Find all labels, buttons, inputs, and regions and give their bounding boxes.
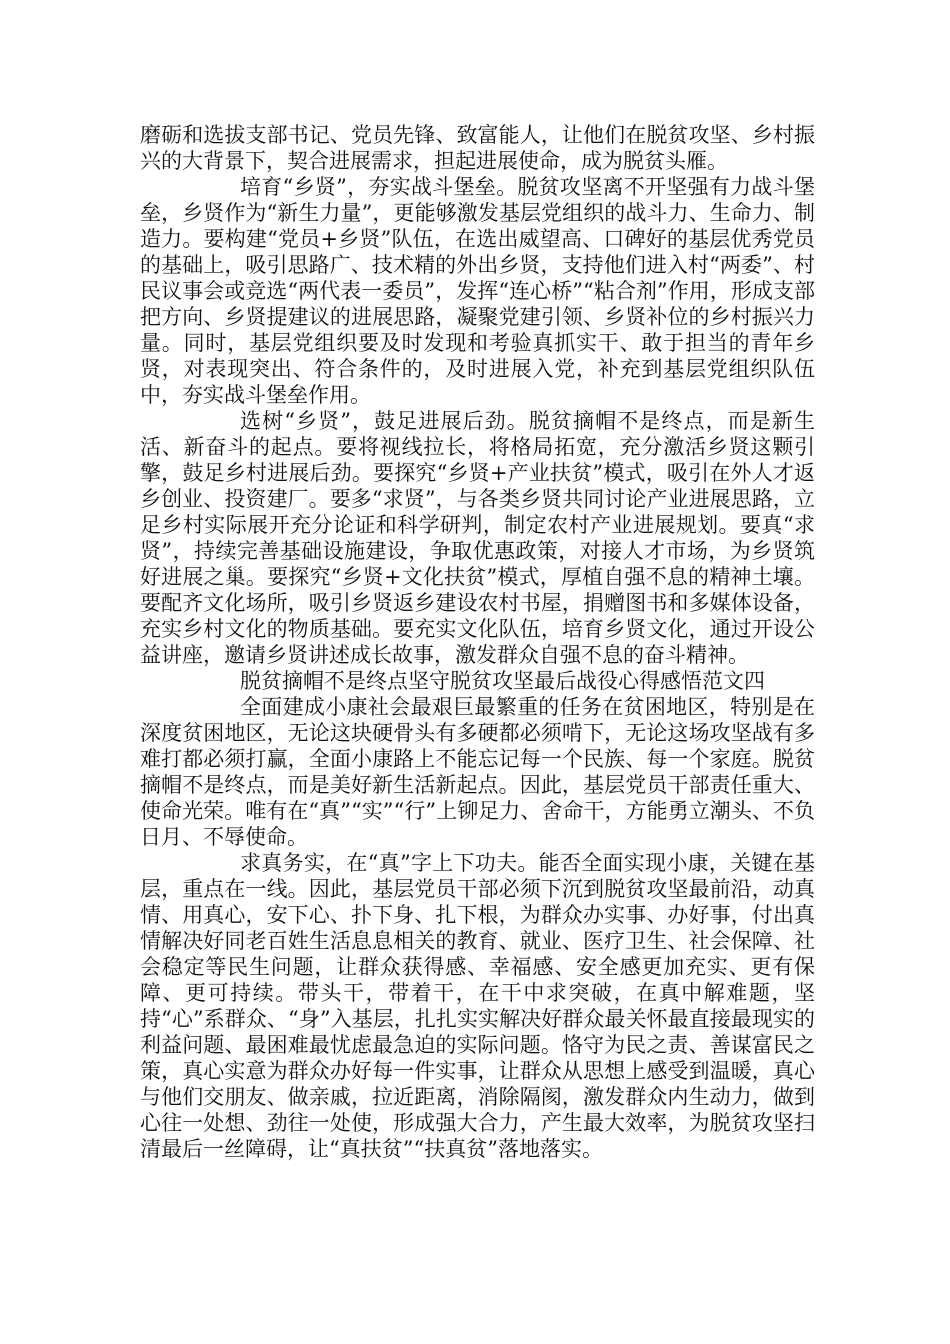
- paragraph-5: 求真务实，在“真”字上下功夫。能否全面实现小康，关键在基层，重点在一线。因此，基层党员干部必须下沉到脱贫攻坚最前沿，动真情、用真心，安下心、扑下身、扎下根，为群众办实事、办好事，付出真情解决好同老百姓生活息息相关的教育、就业、医疗卫生、社会保障、社会稳定等民生问题，让群众获得感、幸福感、安全感更加充实、更有保障、更可持续。带头干，带着干，在干中求突破，在真中解难题，坚持“心”系群众、“身”入基层，扎扎实实解决好群众最关怀最直接最现实的利益问题、最困难最忧虑最急迫的实际问题。恪守为民之责、善谋富民之策，真心实意为群众办好每一件实事，让群众从思想上感受到温暖，真心与他们交朋友、做亲戚，拉近距离，消除隔阂，激发群众内生动力，做到心往一处想、劲往一处使，形成强大合力，产生最大效率，为脱贫攻坚扫清最后一丝障碍，让“真扶贫”“扶真贫”落地落实。: [140, 851, 815, 1161]
- document-page: [140, 122, 815, 1162]
- paragraph-1: 磨砺和选拔支部书记、党员先锋、致富能人，让他们在脱贫攻坚、乡村振兴的大背景下，契合进展需求，担起进展使命，成为脱贫头雁。: [140, 123, 815, 173]
- paragraph-3: 选树“乡贤”，鼓足进展后劲。脱贫摘帽不是终点，而是新生活、新奋斗的起点。要将视线拉长，将格局拓宽，充分激活乡贤这颗引擎，鼓足乡村进展后劲。要探究“乡贤+产业扶贫”模式，吸引在外人才返乡创业、投资建厂。要多“求贤”，与各类乡贤共同讨论产业进展思路，立足乡村实际展开充分论证和科学研判，制定农村产业进展规划。要真“求贤”，持续完善基础设施建设，争取优惠政策，对接人才市场，为乡贤筑好进展之巢。要探究“乡贤+文化扶贫”模式，厚植自强不息的精神土壤。要配齐文化场所，吸引乡贤返乡建设农村书屋，捐赠图书和多媒体设备，充实乡村文化的物质基础。要充实文化队伍，培育乡贤文化，通过开设公益讲座，邀请乡贤讲述成长故事，激发群众自强不息的奋斗精神。: [140, 409, 815, 667]
- paragraph-2: 培育“乡贤”，夯实战斗堡垒。脱贫攻坚离不开坚强有力战斗堡垒，乡贤作为“新生力量”，更能够激发基层党组织的战斗力、生命力、制造力。要构建“党员+乡贤”队伍，在选出威望高、口碑好的基层优秀党员的基础上，吸引思路广、技术精的外出乡贤，支持他们进入村“两委”、村民议事会或竞选“两代表一委员”，发挥“连心桥”“粘合剂”作用，形成支部把方向、乡贤提建议的进展思路，凝聚党建引领、乡贤补位的乡村振兴力量。同时，基层党组织要及时发现和考验真抓实干、敢于担当的青年乡贤，对表现突出、符合条件的，及时进展入党，补充到基层党组织队伍中，夯实战斗堡垒作用。: [140, 175, 815, 407]
- paragraph-4: 全面建成小康社会最艰巨最繁重的任务在贫困地区，特别是在深度贫困地区，无论这块硬骨头有多硬都必须啃下，无论这场攻坚战有多难打都必须打赢，全面小康路上不能忘记每一个民族、每一个家庭。脱贫摘帽不是终点，而是美好新生活新起点。因此，基层党员干部责任重大、使命光荣。唯有在“真”“实”“行”上铆足力、舍命干，方能勇立潮头、不负日月、不辱使命。: [140, 695, 815, 849]
- section-title: 脱贫摘帽不是终点坚守脱贫攻坚最后战役心得感悟范文四: [240, 669, 765, 693]
